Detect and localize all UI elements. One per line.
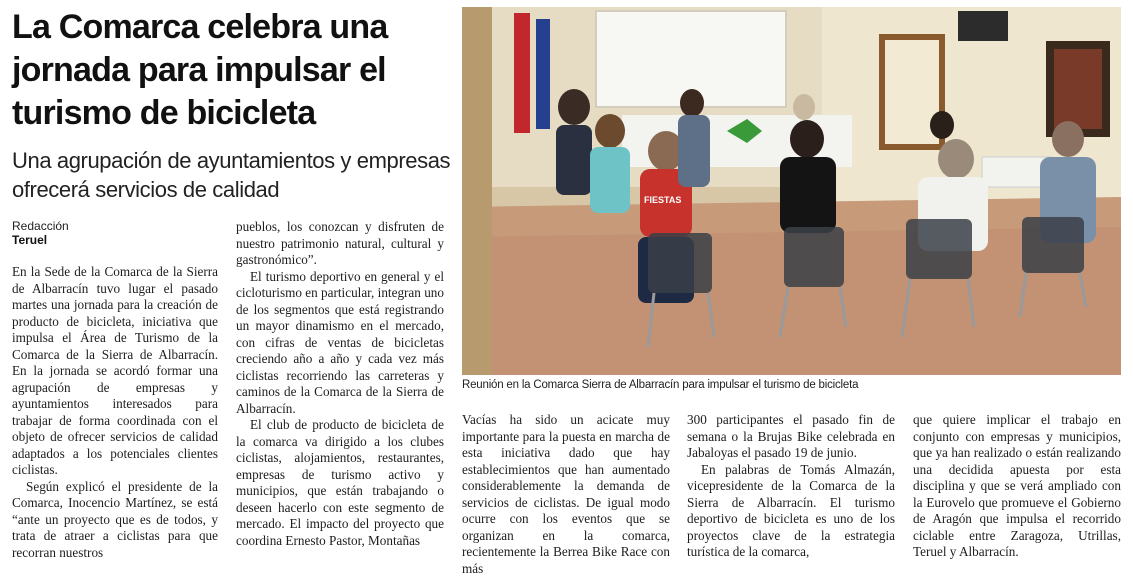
- paragraph: El club de producto de bicicleta de la comarca va dirigido a los clubes ciclistas, alojamientos, restaurantes, empresas de turismo activo y municipios, que están trabajando o deseen hacerlo con este segmento de mercado. El impacto del proyecto que coordina Ernesto Pastor, Montañas: [236, 417, 444, 548]
- paragraph: Según explicó el presidente de la Comarca, Inocencio Martínez, se está “ante un proyecto que es de todos, y trata de atraer a ciclistas para que recorran nuestros: [12, 478, 218, 560]
- subheadline: Una agrupación de ayuntamientos y empresas ofrecerá servicios de calidad: [12, 148, 451, 202]
- text-column-5: [913, 412, 1121, 580]
- paragraph: Vacías ha sido un acicate muy importante para la puesta en marcha de esta iniciativa dado que hay establecimientos que han aumentado considerablemente la demanda de servicios de ciclistas. De igual modo ocurre con los eventos que se organizan en la comarca, recientemente la Berrea Bike Race con más: [462, 412, 670, 576]
- paragraph: 300 participantes el pasado fin de semana o la Brujas Bike celebrada en Jabaloyas el pasado 19 de junio.: [687, 412, 895, 460]
- paragraph: En la Sede de la Comarca de la Sierra de Albarracín tuvo lugar el pasado martes una jornada para la creación de producto de bicicleta, iniciativa que impulsa el Área de Turismo de la Comarca de la Sierra de Albarracín. En la jornada se acordó formar una agrupación de empresas y ayuntamientos interesados para trabajar de forma coordinada con el objeto de ofrecer servicios de calidad adaptados a los potenciales clientes ciclistas.: [12, 264, 218, 477]
- photo-caption: Reunión en la Comarca Sierra de Albarracín para impulsar el turismo de bicicleta: [462, 379, 859, 391]
- byline-place: Teruel: [12, 233, 48, 247]
- meeting-photo: [462, 7, 1121, 375]
- text-column-4: [687, 412, 895, 580]
- text-column-1: [12, 264, 218, 580]
- text-column-2: [236, 219, 444, 580]
- text-column-3: [462, 412, 670, 580]
- byline-role: Redacción: [12, 219, 69, 233]
- shirt-text: FIESTAS: [644, 195, 682, 205]
- paragraph: El turismo deportivo en general y el cicloturismo en particular, integran uno de los segmentos que está registrando un mayor dinamismo en el mercado, con cifras de ventas de bicicletas creciendo año a año y cada vez más ciclistas recorriendo las carreteras y caminos de la Comarca de la Sierra de Albarracín.: [236, 268, 444, 416]
- headline: La Comarca celebra una jornada para impulsar el turismo de bicicleta: [12, 8, 388, 132]
- paragraph: pueblos, los conozcan y disfruten de nuestro patrimonio natural, cultural y gastronómico”.: [236, 219, 444, 267]
- paragraph: que quiere implicar el trabajo en conjunto con empresas y municipios, que ya han realizado o están realizando una decidida apuesta por esta disciplina y que se verá ampliado con la Eurovelo que promueve el Gobierno de Aragón que impulsa el recorrido ciclable entre Zaragoza, Utrillas, Teruel y Albarracín.: [913, 412, 1121, 559]
- paragraph: En palabras de Tomás Almazán, vicepresidente de la Comarca de la Sierra de Albarracín. El turismo deportivo de bicicleta es uno de los proyectos clave de la estrategia turística de la comarca,: [687, 461, 895, 559]
